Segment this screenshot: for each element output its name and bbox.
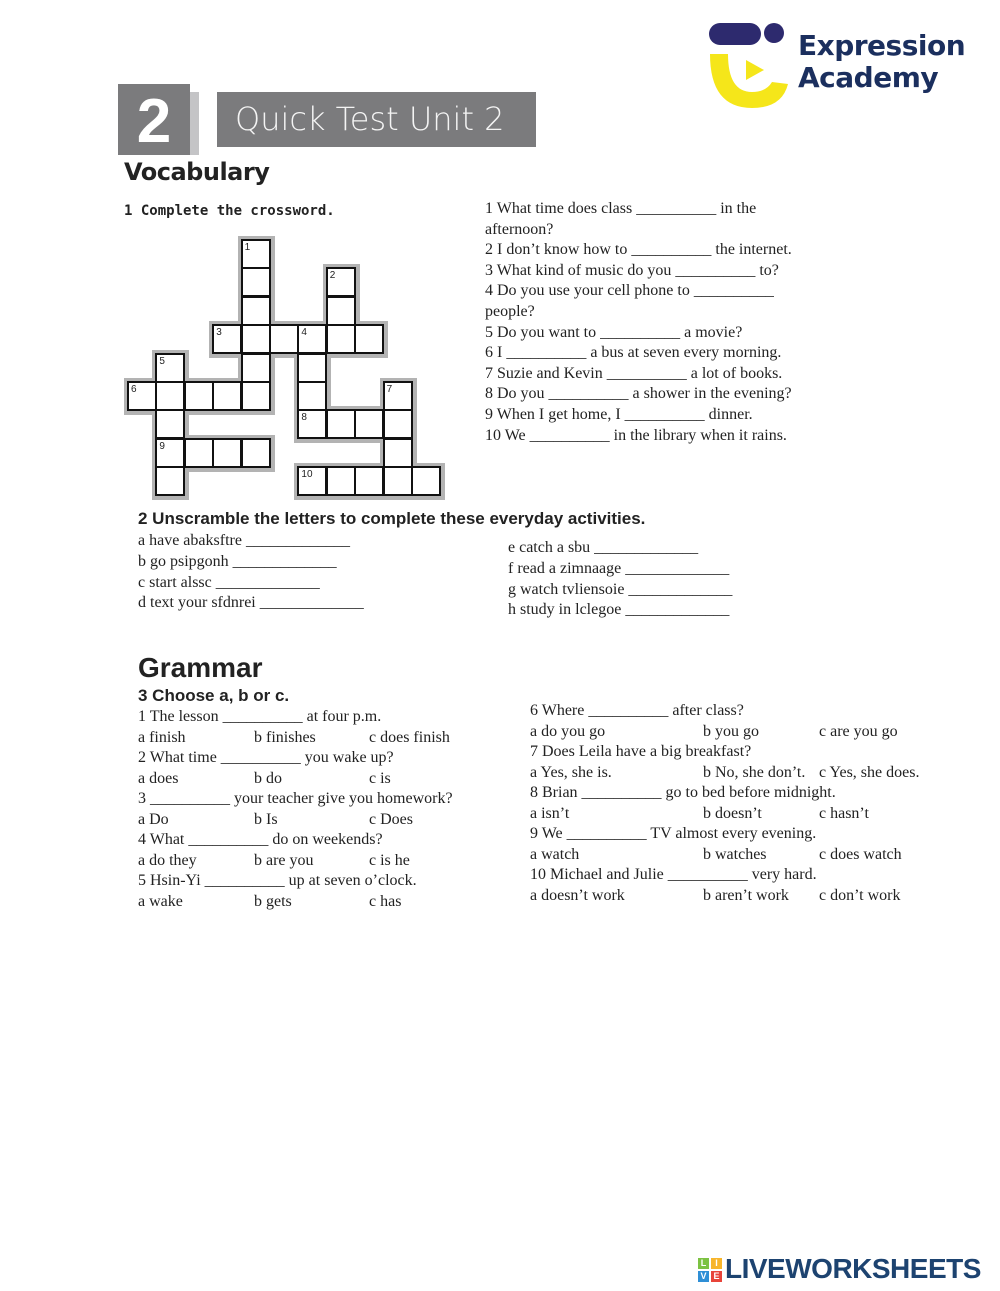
option-a: a doesn’t work [530,886,625,904]
exercise1-instruction: 1 Complete the crossword. [124,203,335,219]
crossword-clue: 7 Suzie and Kevin __________ a lot of books. [485,364,783,382]
exercise2-instruction: 2 Unscramble the letters to complete these everyday activities. [138,509,646,528]
unscramble-item: g watch tvliensoie _____________ [508,580,733,598]
liveworksheets-badge-icon [698,1258,722,1282]
grammar-question: 5 Hsin-Yi __________ up at seven o’clock. [138,872,417,889]
crossword-cell[interactable] [354,324,384,354]
crossword-cell[interactable] [354,466,384,496]
crossword-cell[interactable] [241,239,271,269]
logo-line2: Academy [798,61,939,94]
unscramble-item: h study in lclegoe _____________ [508,601,730,619]
unscramble-item: c start alssc _____________ [138,573,320,591]
crossword-cell[interactable] [269,324,299,354]
option-a: a isn’t [530,804,570,822]
crossword-cell[interactable] [383,381,413,411]
badge-letter: I [711,1258,722,1269]
crossword-cell[interactable] [383,409,413,439]
crossword-cell[interactable] [155,466,185,496]
crossword-cell[interactable] [383,466,413,496]
crossword-cell[interactable] [411,466,441,496]
crossword-clue: 8 Do you __________ a shower in the evening? [485,385,792,403]
option-c: c is [369,769,391,787]
clue-number: 2 [329,270,336,282]
clue-number: 1 [244,242,251,253]
option-c: c hasn’t [819,804,869,822]
badge-letter: E [711,1271,722,1282]
option-a: a wake [138,892,183,910]
option-a: a do they [138,851,197,869]
option-a: a watch [530,845,580,863]
option-c: c does finish [369,728,450,746]
crossword-cell[interactable] [241,438,271,468]
option-a: a do you go [530,722,606,740]
crossword-cell[interactable] [383,438,413,468]
unscramble-item: a have abaksftre _____________ [138,532,350,549]
crossword-cell[interactable] [326,267,356,297]
clue-number: 8 [301,412,307,424]
crossword-clue: 9 When I get home, I __________ dinner. [485,406,753,423]
crossword-clue: 3 What kind of music do you __________ to? [485,261,779,279]
crossword-cell[interactable] [326,409,356,439]
option-c: c Does [369,810,413,828]
clue-number: 3 [216,327,222,339]
unscramble-item: f read a zimnaage _____________ [508,559,730,577]
crossword-cell[interactable] [326,466,356,496]
option-b: b gets [254,892,292,910]
crossword-cell[interactable] [241,267,271,297]
option-c: c does watch [819,845,902,863]
crossword-cell[interactable] [326,296,356,326]
crossword-clue: 5 Do you want to __________ a movie? [485,323,743,341]
option-b: b No, she don’t. [703,763,806,781]
crossword-cell[interactable] [297,324,327,354]
crossword-cell[interactable] [155,381,185,411]
grammar-question: 8 Brian __________ go to bed before midnight. [530,784,836,801]
option-b: b doesn’t [703,804,762,822]
grammar-question: 9 We __________ TV almost every evening. [530,825,817,842]
crossword-cell[interactable] [297,381,327,411]
option-b: b aren’t work [703,886,789,904]
option-c: c is he [369,851,410,869]
option-c: c Yes, she does. [819,763,920,781]
crossword-cell[interactable] [297,409,327,439]
clue-number: 9 [159,440,165,452]
crossword-cell[interactable] [241,324,271,354]
crossword-cell[interactable] [354,409,384,439]
unscramble-item: e catch a sbu _____________ [508,539,699,556]
crossword-cell[interactable] [241,381,271,411]
unit-box-shadow [190,92,199,155]
grammar-question: 6 Where __________ after class? [530,702,744,719]
clue-number: 6 [131,384,137,395]
exercise3-instruction: 3 Choose a, b or c. [138,686,290,705]
crossword-clue: 10 We __________ in the library when it rains. [485,426,787,444]
page-title: Quick Test Unit 2 [217,92,536,147]
badge-letter: V [698,1271,709,1282]
option-c: c has [369,892,402,910]
crossword-clue: 6 I __________ a bus at seven every morning. [485,344,782,362]
grammar-question: 4 What __________ do on weekends? [138,831,383,848]
option-b: b watches [703,845,767,863]
clue-number: 10 [301,469,313,481]
badge-letter: L [698,1258,709,1269]
crossword-cell[interactable] [241,353,271,383]
grammar-question: 7 Does Leila have a big breakfast? [530,743,752,760]
unscramble-item: d text your sfdnrei _____________ [138,594,364,612]
option-c: c don’t work [819,886,901,904]
clue-number: 4 [301,327,307,339]
crossword-cell[interactable] [127,381,157,411]
option-b: b are you [254,851,314,869]
crossword-cell[interactable] [155,438,185,468]
crossword-cell[interactable] [212,381,242,411]
crossword-clue: 1 What time does class __________ in the [485,200,757,217]
grammar-question: 2 What time __________ you wake up? [138,749,394,766]
crossword-cell[interactable] [184,438,214,468]
crossword-cell[interactable] [241,296,271,326]
option-a: a Do [138,810,169,828]
crossword-cell[interactable] [155,409,185,439]
logo-text [798,30,965,94]
grammar-question: 10 Michael and Julie __________ very hard. [530,866,817,883]
crossword-cell[interactable] [184,381,214,411]
clue-number: 5 [159,355,165,367]
logo-mark-icon [706,20,791,112]
option-c: c are you go [819,722,898,740]
logo-line1: Expression [798,29,966,62]
crossword-clue: people? [485,303,535,320]
grammar-question: 3 __________ your teacher give you homework? [138,790,453,807]
option-b: b you go [703,722,759,740]
crossword-cell[interactable] [297,353,327,383]
option-b: b do [254,769,282,787]
grammar-heading: Grammar [138,652,263,683]
crossword-cell[interactable] [212,438,242,468]
crossword-clue: afternoon? [485,220,554,238]
crossword-cell[interactable] [297,466,327,496]
crossword-clue: 2 I don’t know how to __________ the internet. [485,241,792,259]
liveworksheets-brand: LIVEWORKSHEETS [725,1253,981,1284]
crossword-cell[interactable] [326,324,356,354]
crossword-cell[interactable] [212,324,242,354]
option-a: a Yes, she is. [530,763,612,781]
option-a: a does [138,769,179,787]
vocabulary-heading: Vocabulary [124,158,270,186]
grammar-question: 1 The lesson __________ at four p.m. [138,708,382,725]
option-b: b Is [254,810,278,828]
option-b: b finishes [254,728,316,746]
crossword-cell[interactable] [155,353,185,383]
option-a: a finish [138,728,186,746]
clue-number: 7 [386,384,393,395]
crossword-clue: 4 Do you use your cell phone to __________ [485,282,774,300]
unit-number: 2 [118,84,190,155]
unscramble-item: b go psipgonh _____________ [138,552,337,570]
